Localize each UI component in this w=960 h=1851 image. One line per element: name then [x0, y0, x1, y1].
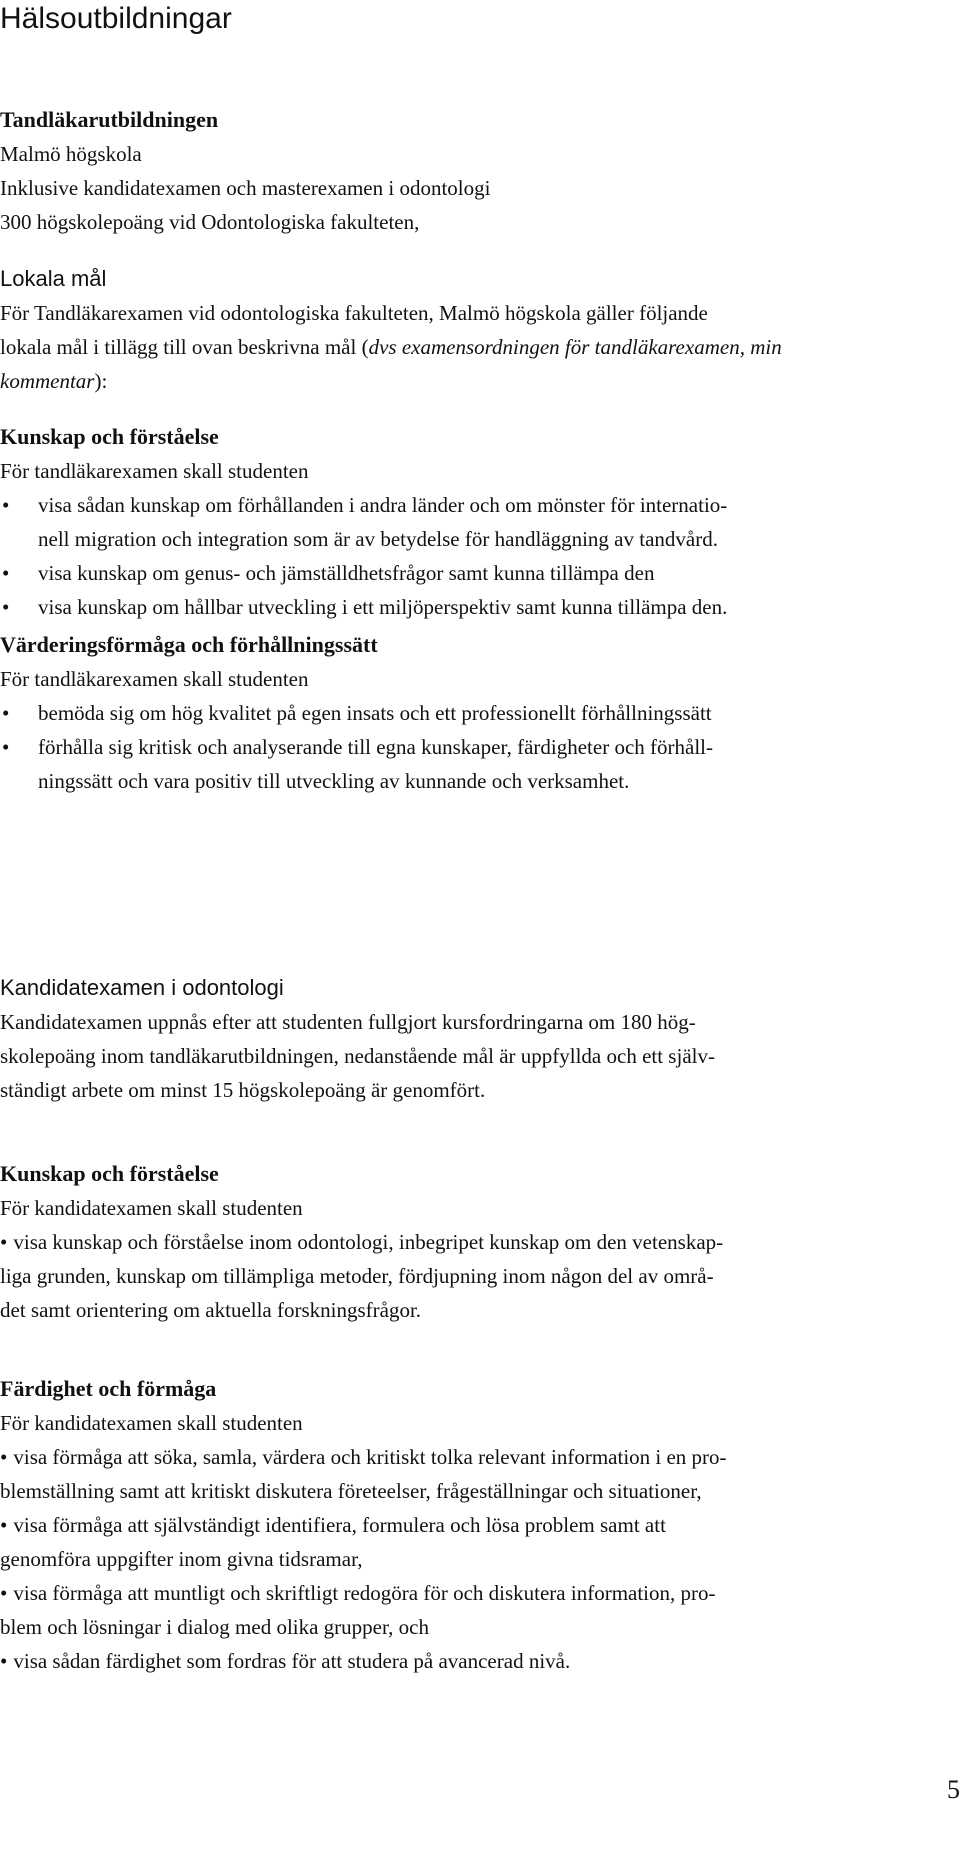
intro-line: För tandläkarexamen skall studenten [0, 667, 309, 691]
list-item-text: visa förmåga att söka, samla, värdera och kritiskt tolka relevant information i en pro- [13, 1445, 727, 1469]
section-heading: Värderingsförmåga och förhållningssätt [0, 632, 378, 657]
list-item [0, 590, 945, 624]
list-item [0, 1576, 945, 1610]
list-item-text: blemställning samt att kritiskt diskutera företeelser, frågeställningar och situationer, [0, 1479, 702, 1503]
section-fardighet [0, 1372, 945, 1678]
page-title: Hälsoutbildningar [0, 2, 232, 35]
list-item-text: visa sådan kunskap om förhållanden i andra länder och om mönster för internatio- [38, 493, 728, 517]
italic-comment: kommentar [0, 369, 95, 393]
page-number: 5 [947, 1775, 960, 1804]
bullet-icon: • [0, 1230, 8, 1254]
list-item-text: nell migration och integration som är av betydelse för handläggning av tandvård. [38, 527, 718, 551]
list-item [0, 556, 945, 590]
list-item [0, 1644, 945, 1678]
bullet-icon: • [2, 493, 10, 517]
section-tandlakarutbildningen [0, 103, 945, 239]
list-item-text: visa kunskap om genus- och jämställdhetsfrågor samt kunna tillämpa den [38, 561, 655, 585]
section-heading: Tandläkarutbildningen [0, 107, 219, 132]
list-item-text: visa kunskap om hållbar utveckling i ett miljöperspektiv samt kunna tillämpa den. [38, 595, 728, 619]
list-item-text: genomföra uppgifter inom givna tidsramar, [0, 1547, 363, 1571]
degree-line: Inklusive kandidatexamen och masterexamen i odontologi [0, 176, 491, 200]
list-item [0, 1508, 945, 1542]
paragraph-line: För Tandläkarexamen vid odontologiska fakulteten, Malmö högskola gäller följande [0, 301, 708, 325]
list-item-text: bemöda sig om hög kvalitet på egen insats och ett professionellt förhållningssätt [38, 701, 712, 725]
bullet-icon: • [0, 1513, 8, 1537]
section-heading: Färdighet och förmåga [0, 1376, 217, 1401]
list-item [0, 696, 945, 730]
list-item [0, 1225, 945, 1259]
paragraph-line [0, 364, 945, 398]
bullet-icon: • [0, 1581, 8, 1605]
section-heading: Kunskap och förståelse [0, 1161, 219, 1186]
intro-line: För kandidatexamen skall studenten [0, 1196, 303, 1220]
paragraph-line [0, 330, 945, 364]
section-lokala-mal [0, 262, 945, 398]
section-heading: Kandidatexamen i odontologi [0, 975, 284, 1000]
list-item-text: visa förmåga att muntligt och skriftligt redogöra för och diskutera information, pro- [13, 1581, 716, 1605]
credits-line: 300 högskolepoäng vid Odontologiska fakulteten, [0, 210, 420, 234]
paragraph-text: lokala mål i tillägg till ovan beskrivna mål ( [0, 335, 369, 359]
bullet-list [0, 696, 945, 798]
italic-comment: dvs examensordningen för tandläkarexamen, min [368, 335, 782, 359]
intro-line: För kandidatexamen skall studenten [0, 1411, 303, 1435]
section-heading: Lokala mål [0, 266, 107, 291]
list-item-text: ningssätt och vara positiv till utveckling av kunnande och verksamhet. [38, 769, 630, 793]
paragraph-line: Kandidatexamen uppnås efter att studenten fullgjort kursfordringarna om 180 hög- [0, 1010, 696, 1034]
list-item-text: det samt orientering om aktuella forskningsfrågor. [0, 1298, 422, 1322]
bullet-icon: • [0, 1649, 8, 1673]
bullet-icon: • [2, 701, 10, 725]
list-item [0, 488, 945, 556]
list-item-text: blem och lösningar i dialog med olika grupper, och [0, 1615, 429, 1639]
section-kunskap-forstaelse [0, 420, 945, 624]
list-item-text: visa sådan färdighet som fordras för att studera på avancerad nivå. [13, 1649, 571, 1673]
list-item-text: visa förmåga att självständigt identifiera, formulera och lösa problem samt att [13, 1513, 666, 1537]
list-item [0, 730, 945, 798]
paragraph-line: skolepoäng inom tandläkarutbildningen, nedanstående mål är uppfyllda och ett själv- [0, 1044, 715, 1068]
list-item-text: liga grunden, kunskap om tillämpliga metoder, fördjupning inom någon del av områ- [0, 1264, 714, 1288]
section-kunskap-forstaelse-kandidat [0, 1157, 945, 1327]
intro-line: För tandläkarexamen skall studenten [0, 459, 309, 483]
institution-line: Malmö högskola [0, 142, 142, 166]
bullet-list [0, 488, 945, 624]
paragraph-text: ): [94, 369, 108, 393]
bullet-icon: • [2, 595, 10, 619]
section-vardering [0, 628, 945, 798]
list-item [0, 1440, 945, 1474]
section-kandidatexamen [0, 971, 945, 1107]
list-item-text: förhålla sig kritisk och analyserande till egna kunskaper, färdigheter och förhåll- [38, 735, 713, 759]
section-heading: Kunskap och förståelse [0, 424, 219, 449]
paragraph-line: ständigt arbete om minst 15 högskolepoäng är genomfört. [0, 1078, 486, 1102]
bullet-icon: • [0, 1445, 8, 1469]
bullet-icon: • [2, 561, 10, 585]
bullet-icon: • [2, 735, 10, 759]
list-item-text: visa kunskap och förståelse inom odontologi, inbegripet kunskap om den vetenskap- [13, 1230, 724, 1254]
